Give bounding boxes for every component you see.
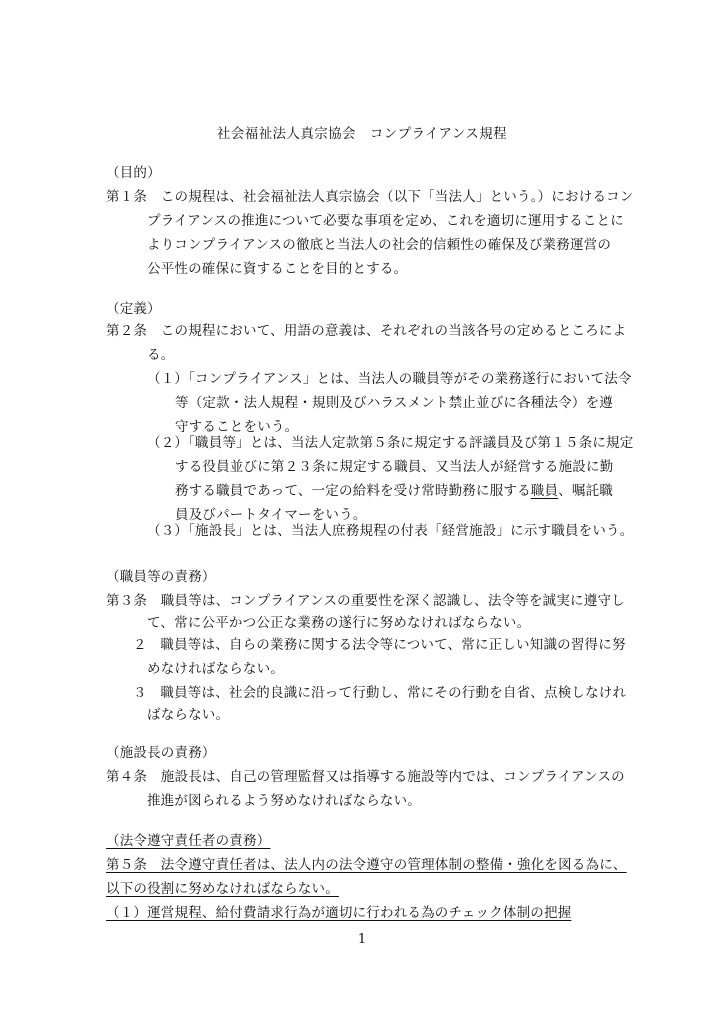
article3-p2-line2: めなければならない。	[147, 661, 284, 677]
page-number: 1	[357, 932, 367, 947]
article1-line2: プライアンスの推進について必要な事項を定め、これを適切に運用することに	[147, 213, 624, 229]
article2-item2-line3-text-a: 務する職員であって、一定の給料を受け常時勤務に服する	[175, 483, 531, 499]
article1-line1: 第１条 この規程は、社会福祉法人真宗協会（以下「当法人」という。）におけるコン	[106, 189, 634, 205]
article3-p3-line2: ばならない。	[147, 707, 230, 723]
article2-item1-line1: （１）「コンプライアンス」とは、当法人の職員等がその業務遂行において法令	[147, 371, 632, 387]
article3-line2: て、常に公平かつ公正な業務の遂行に努めなければならない。	[147, 615, 531, 631]
article5-line1: 第５条 法令遵守責任者は、法人内の法令遵守の管理体制の整備・強化を図る為に、	[106, 857, 627, 873]
article2-item2-line2: する役員並びに第２３条に規定する職員、又当法人が経営する施設に勤	[175, 459, 614, 475]
article2-item2-line3	[175, 482, 613, 500]
article1-heading: （目的）	[106, 165, 161, 181]
article2-heading: （定義）	[106, 301, 161, 317]
article3-line1: 第３条 職員等は、コンプライアンスの重要性を深く認識し、法令等を誠実に遵守し	[106, 593, 625, 609]
article5-item1: （１）運営規程、給付費請求行為が適切に行われる為のチェック体制の把握	[106, 905, 572, 921]
article3-p2-line1: ２ 職員等は、自らの業務に関する法令等について、常に正しい知識の習得に努	[133, 637, 626, 653]
article2-item1-line3: 守することをいう。	[175, 419, 299, 435]
article4-line1: 第４条 施設長は、自己の管理監督又は指導する施設等内では、コンプライアンスの	[106, 769, 625, 785]
document-title: 社会福祉法人真宗協会 コンプライアンス規程	[216, 126, 508, 142]
article3-p3-line1: ３ 職員等は、社会的良識に沿って行動し、常にその行動を自省、点検しなけれ	[133, 685, 627, 701]
article2-line2: る。	[147, 347, 175, 363]
article2-item2-line1: （２）「職員等」とは、当法人定款第５条に規定する評議員及び第１５条に規定	[147, 435, 634, 451]
article2-item2-line4: 員及びパートタイマーをいう。	[175, 507, 367, 523]
article3-heading: （職員等の責務）	[106, 569, 216, 585]
article4-heading: （施設長の責務）	[106, 745, 216, 761]
article2-item2-line3-text-c: 、嘱託職	[558, 483, 614, 499]
article2-item2-underlined-term: 職員	[530, 483, 559, 499]
article2-item1-line2: 等（定款・法人規程・規則及びハラスメント禁止並びに各種法令）を遵	[175, 395, 613, 411]
article4-line2: 推進が図られるよう努めなければならない。	[147, 793, 421, 809]
article5-line2: 以下の役割に努めなければならない。	[106, 881, 339, 897]
article2-line1: 第２条 この規程において、用語の意義は、それぞれの当該各号の定めるところによ	[106, 323, 627, 339]
article5-heading: （法令遵守責任者の責務）	[106, 833, 271, 849]
article1-line4: 公平性の確保に資することを目的とする。	[147, 261, 408, 277]
article1-line3: よりコンプライアンスの徹底と当法人の社会的信頼性の確保及び業務運営の	[147, 237, 612, 253]
article2-item3-line1: （３）「施設長」とは、当法人庶務規程の付表「経営施設」に示す職員をいう。	[147, 523, 634, 539]
